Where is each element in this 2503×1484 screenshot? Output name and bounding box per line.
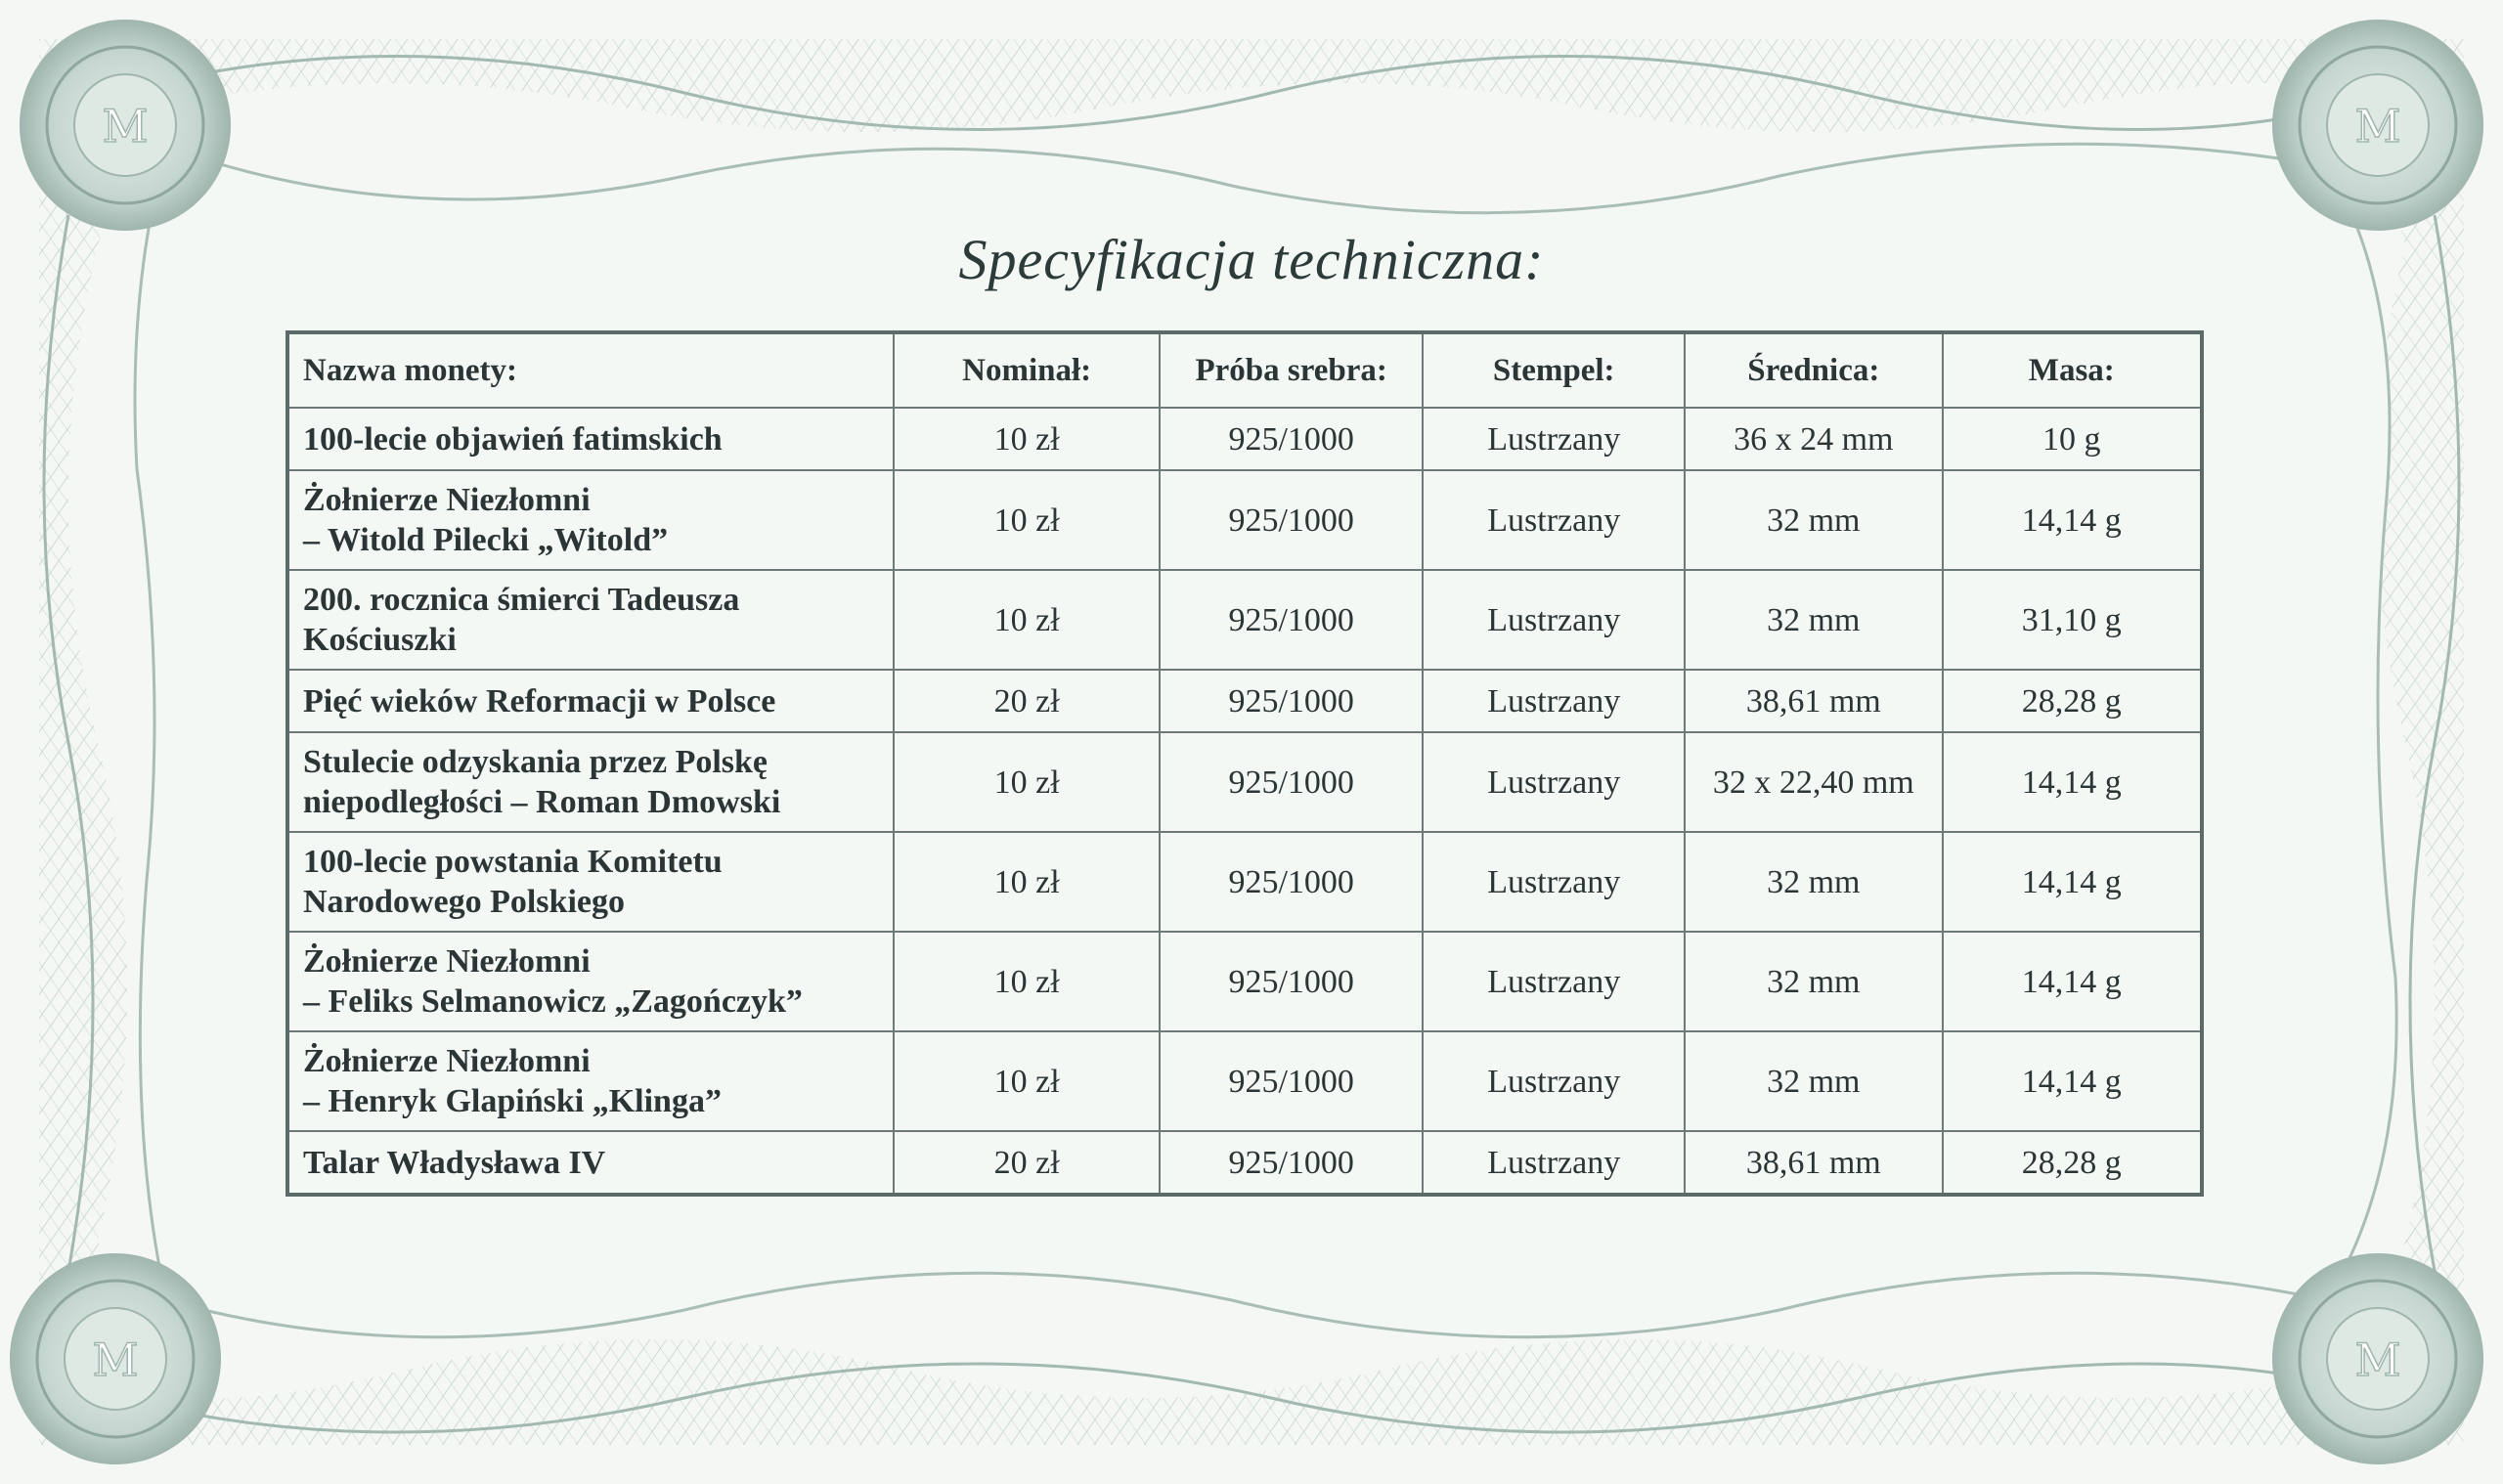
page-title: Specyfikacja techniczna: <box>958 228 1545 291</box>
coin-name-line: Pięć wieków Reformacji w Polsce <box>303 682 776 720</box>
coin-name-line: 200. rocznica śmierci Tadeusza <box>303 582 740 618</box>
header-coin-name: Nazwa monety: <box>287 332 894 408</box>
coin-name-cell <box>287 1131 894 1195</box>
coin-name-line: – Henryk Glapiński „Klinga” <box>303 1083 722 1119</box>
coin-name-line: Żołnierze Niezłomni <box>303 943 591 980</box>
mass-cell: 14,14 g <box>1943 470 2202 570</box>
diameter-cell: 38,61 mm <box>1685 670 1943 732</box>
fineness-cell: 925/1000 <box>1160 932 1424 1031</box>
mass-cell: 28,28 g <box>1943 1131 2202 1195</box>
coin-name-cell <box>287 1031 894 1131</box>
coin-name-line: Narodowego Polskiego <box>303 884 625 920</box>
diameter-cell: 32 mm <box>1685 932 1943 1031</box>
nominal-cell: 10 zł <box>894 832 1160 932</box>
nominal-cell: 10 zł <box>894 1031 1160 1131</box>
mass-cell: 14,14 g <box>1943 832 2202 932</box>
diameter-cell: 38,61 mm <box>1685 1131 1943 1195</box>
table-row <box>287 670 2202 732</box>
header-silver-fineness: Próba srebra: <box>1160 332 1424 408</box>
diameter-cell: 32 mm <box>1685 832 1943 932</box>
diameter-cell: 32 mm <box>1685 1031 1943 1131</box>
rosette-bottom-right <box>2272 1253 2483 1464</box>
coin-name-line: Kościuszki <box>303 622 457 658</box>
coin-name-line: 100-lecie powstania Komitetu <box>303 844 723 880</box>
finish-cell: Lustrzany <box>1423 470 1685 570</box>
rosette-bottom-left <box>10 1253 221 1464</box>
header-mass: Masa: <box>1943 332 2202 408</box>
table-row <box>287 408 2202 470</box>
coin-name-cell <box>287 470 894 570</box>
mass-cell: 10 g <box>1943 408 2202 470</box>
svg-text:M: M <box>102 100 149 153</box>
finish-cell: Lustrzany <box>1423 1031 1685 1131</box>
coin-name-cell <box>287 732 894 832</box>
fineness-cell: 925/1000 <box>1160 470 1424 570</box>
diameter-cell: 36 x 24 mm <box>1685 408 1943 470</box>
specification-table <box>285 330 2204 1197</box>
finish-cell: Lustrzany <box>1423 408 1685 470</box>
table-row <box>287 1131 2202 1195</box>
nominal-cell: 20 zł <box>894 670 1160 732</box>
table-row <box>287 470 2202 570</box>
header-nominal: Nominał: <box>894 332 1160 408</box>
finish-cell: Lustrzany <box>1423 732 1685 832</box>
coin-name-cell <box>287 670 894 732</box>
finish-cell: Lustrzany <box>1423 932 1685 1031</box>
table-row <box>287 732 2202 832</box>
fineness-cell: 925/1000 <box>1160 1031 1424 1131</box>
nominal-cell: 10 zł <box>894 732 1160 832</box>
fineness-cell: 925/1000 <box>1160 570 1424 670</box>
coin-name-line: – Feliks Selmanowicz „Zagończyk” <box>303 983 803 1020</box>
finish-cell: Lustrzany <box>1423 670 1685 732</box>
coin-name-line: niepodległości – Roman Dmowski <box>303 784 781 820</box>
diameter-cell: 32 mm <box>1685 570 1943 670</box>
nominal-cell: 10 zł <box>894 932 1160 1031</box>
svg-text:M: M <box>2354 1333 2401 1386</box>
table-row <box>287 570 2202 670</box>
mass-cell: 14,14 g <box>1943 732 2202 832</box>
rosette-top-left <box>20 20 231 231</box>
coin-name-line: Talar Władysława IV <box>303 1144 606 1181</box>
finish-cell: Lustrzany <box>1423 1131 1685 1195</box>
coin-name-cell <box>287 932 894 1031</box>
diameter-cell: 32 x 22,40 mm <box>1685 732 1943 832</box>
nominal-cell: 10 zł <box>894 470 1160 570</box>
table-row <box>287 932 2202 1031</box>
fineness-cell: 925/1000 <box>1160 832 1424 932</box>
coin-name-cell <box>287 570 894 670</box>
svg-text:M: M <box>92 1333 139 1386</box>
mass-cell: 28,28 g <box>1943 670 2202 732</box>
coin-name-cell <box>287 408 894 470</box>
header-finish: Stempel: <box>1423 332 1685 408</box>
fineness-cell: 925/1000 <box>1160 670 1424 732</box>
table-row <box>287 1031 2202 1131</box>
diameter-cell: 32 mm <box>1685 470 1943 570</box>
mass-cell: 31,10 g <box>1943 570 2202 670</box>
coin-name-line: Żołnierze Niezłomni <box>303 1043 591 1079</box>
table-header-row <box>287 332 2202 408</box>
mass-cell: 14,14 g <box>1943 1031 2202 1131</box>
svg-text:M: M <box>2354 100 2401 153</box>
table-row <box>287 832 2202 932</box>
rosette-top-right <box>2272 20 2483 231</box>
finish-cell: Lustrzany <box>1423 832 1685 932</box>
fineness-cell: 925/1000 <box>1160 732 1424 832</box>
coin-name-line: – Witold Pilecki „Witold” <box>303 522 669 558</box>
nominal-cell: 10 zł <box>894 408 1160 470</box>
fineness-cell: 925/1000 <box>1160 408 1424 470</box>
fineness-cell: 925/1000 <box>1160 1131 1424 1195</box>
finish-cell: Lustrzany <box>1423 570 1685 670</box>
coin-name-line: Żołnierze Niezłomni <box>303 482 591 518</box>
header-diameter: Średnica: <box>1685 332 1943 408</box>
nominal-cell: 20 zł <box>894 1131 1160 1195</box>
coin-name-line: 100-lecie objawień fatimskich <box>303 420 723 458</box>
nominal-cell: 10 zł <box>894 570 1160 670</box>
coin-name-line: Stulecie odzyskania przez Polskę <box>303 744 768 780</box>
coin-name-cell <box>287 832 894 932</box>
mass-cell: 14,14 g <box>1943 932 2202 1031</box>
